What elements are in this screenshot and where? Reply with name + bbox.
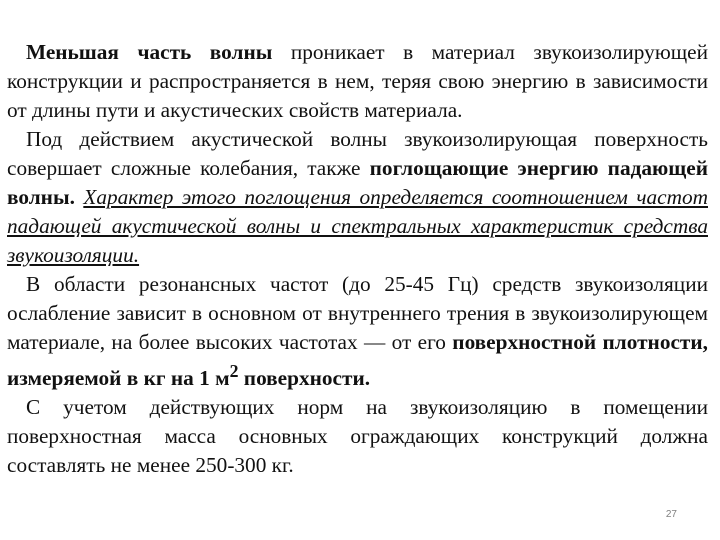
- p2-italic-underlined: Характер этого поглощения определяется соотношением частот падающей акустической волны и спектральных характеристик средства звукоизоляции.: [7, 185, 708, 267]
- p1-text: проникает в материал звукоизолирующей конструкции и распространяется в нем, теряя свою энергию в зависимости от длины пути и акустических свойств материала.: [7, 40, 708, 122]
- p3-superscript: 2: [229, 361, 239, 381]
- p3-bold-surface: поверхности: [238, 366, 365, 391]
- p3-comma: ,: [702, 330, 708, 354]
- paragraph-3: [7, 270, 708, 393]
- p3-bold-density: поверхностной плотности: [452, 330, 703, 354]
- p4-text: С учетом действующих норм на звукоизоляцию в помещении поверхностная масса основных ограждающих конструкций должна составлять не менее 250-300 кг.: [7, 395, 708, 478]
- paragraph-4: [7, 393, 708, 480]
- p3-text: В области резонансных частот (до 25-45 Гц) средств звукоизоляции ослабление зависит в основном от внутреннего трения в звукоизолирующем материале, на более высоких частотах — от его: [7, 272, 708, 354]
- p3-end: .: [364, 366, 371, 391]
- p2-bold: поглощающие энергию падающей волны.: [7, 156, 709, 209]
- p3-bold-measured: измеряемой в кг на 1 м: [7, 366, 230, 391]
- page-number: 27: [665, 509, 677, 520]
- p2-text: Под действием акустической волны звукоизолирующая поверхность совершает сложные колебания, также: [7, 127, 708, 180]
- p1-bold-lead: Меньшая часть волны: [26, 40, 273, 64]
- paragraph-1: [7, 38, 708, 125]
- slide-body: [7, 38, 708, 480]
- paragraph-2: [7, 125, 708, 270]
